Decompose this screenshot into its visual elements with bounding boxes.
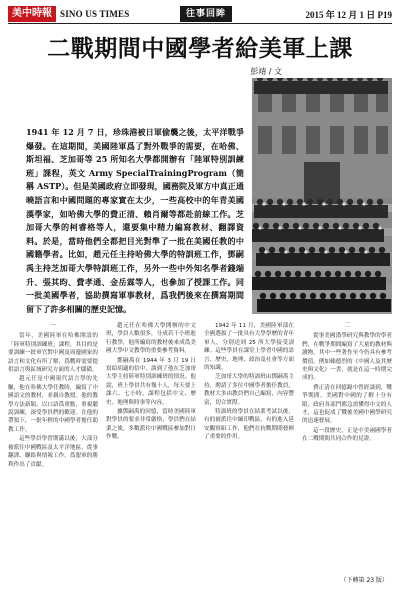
issue-date-page: 2015 年 12 月 1 日 P19 bbox=[305, 10, 392, 20]
byline: 彭靖 / 文 bbox=[250, 67, 282, 76]
paragraph: 特訓班的學員在結業考試以後，有的被派往中緬印戰區，有的進入延安觀察組工作，他們在抗戰期間發揮了重要的作用。 bbox=[204, 409, 294, 441]
paragraph: 這一段歷史，正是中美兩國學者在二戰期間共同合作的見證。 bbox=[302, 427, 392, 443]
publication-name: SINO US TIMES bbox=[60, 9, 130, 19]
paragraph: 這些學員學習期滿以後，大部分被派往中國戰區及太平洋地區，從事翻譯、聯絡與情報工作，爲盟軍的勝利作出了貢獻。 bbox=[8, 436, 98, 468]
body-column-2 bbox=[106, 322, 196, 574]
historical-group-photo bbox=[252, 78, 392, 314]
section-marker: 一 bbox=[49, 322, 56, 329]
article-title: 二戰期間中國學者給美軍上課 bbox=[47, 35, 353, 62]
section-tag: 往事回眸 bbox=[180, 6, 232, 22]
body-column-1 bbox=[8, 322, 98, 574]
body-column-4 bbox=[302, 322, 392, 574]
paragraph: 鄧嗣禹在 1944 年 3 月 19 日寫給胡適的信中，談到了他在芝加哥大學主持陸軍特別訓練班的情況。他說，班上學員共有幾十人，每天要上課六、七小時，課程包括中文、歷史、地理與時事等內容。 bbox=[106, 357, 196, 406]
paragraph: 當年，美國陸軍在哈佛開設的「陸軍特別訓練班」課程，其目的是要訓練一批軍官對中國及周邊國家的語言和文化有所了解，爲戰時需要提供語言與區域研究方面的人才儲備。 bbox=[8, 333, 98, 374]
article-body bbox=[8, 322, 392, 574]
paragraph: 1942 年 11 月，美國陸軍部在全國選拔了一批具有大學學歷的青年軍人，分別送到 25 所大學接受訓練。這些學員在課堂上學習中國的語言、歷史、地理、政治及社會等方面的知識。 bbox=[204, 323, 294, 372]
newspaper-logo: 美中時報 bbox=[8, 6, 56, 22]
body-column-3 bbox=[204, 322, 294, 574]
paragraph: 費正清在回憶錄中曾經談到，戰爭期間，美國對中國的了解十分有限，政府各部門都急需懂得中文的人才，這也促成了戰後美國中國學研究的迅速發展。 bbox=[302, 384, 392, 425]
section-marker: 二 bbox=[343, 322, 350, 329]
paragraph: 趙元任是中國現代語言學的先驅，他在哈佛大學任教時，編寫了中國語文的教材，並親自教授。他的教學方法新穎，以口語爲重點，重視聽說訓練，深受學員們的歡迎。在他的帶領下，一批年輕的中國學者擔任助教工作。 bbox=[8, 376, 98, 433]
article-lede: 1941 年 12 月 7 日，珍珠港被日軍偷襲之後，太平洋戰爭爆發。在這期間，美國陸軍爲了對外戰爭的需要，在哈佛、斯坦福、芝加哥等 25 所知名大學都開辦有「陸軍特別訓練班」課程，英文 Army SpecialTrainingProgram（簡稱 ASTP）。但是美國政府立即發現，國務院及軍方中真正通曉語言和中國問題的專家實在太少，一些高校中的年青美國漢學家，如哈佛大學的費正清、賴肖爾等都赴前線工作。芝加哥大學的柯睿格等人，還要集中精力編寫教材、翻譯資料。於是，當時他們全都把目光對準了一批在美國任教的中國籍學者。比如，趙元任主持哈佛大學的特訓班工作，鄧嗣禹主持芝加哥大學特訓班工作，另外一些中外知名學者錢端升、張其昀、費孝通、金岳霖等人，也參加了授課工作。同一批美國學者，協助撰寫軍事教材，爲我們後來在撰寫期間留下了許多相關的歷史記憶。 bbox=[26, 127, 244, 314]
continuation-note: （下轉第 23 版） bbox=[340, 577, 388, 584]
paragraph: 芝加哥大學的特訓班由鄧嗣禹主持，聘請了多位中國學者擔任教員，教材大多由教員們自己編寫，內容豐富，切合實際。 bbox=[204, 374, 294, 406]
paragraph: 趙元任在哈佛大學開辦的中文班，學員人數很多，分成若干小班進行教學，他所編寫的教材後來成爲美國大學中文教學的重要參考資料。 bbox=[106, 323, 196, 355]
page-header bbox=[8, 6, 392, 22]
paragraph: 從事美國漢學研究與教學的學者們，在戰爭期間編寫了大量的教材與讀物，其中一些著作至今仍具有參考價值。例如賴德烈的《中國人及其歷史與文化》一書，就是在這一時期完成的。 bbox=[302, 333, 392, 382]
paragraph: 據鄧嗣禹的回憶，當時美國陸軍對學員的要求非常嚴格，學員們在結業之後，多數派往中國戰區參加對日作戰。 bbox=[106, 409, 196, 441]
header-rule bbox=[8, 23, 392, 24]
